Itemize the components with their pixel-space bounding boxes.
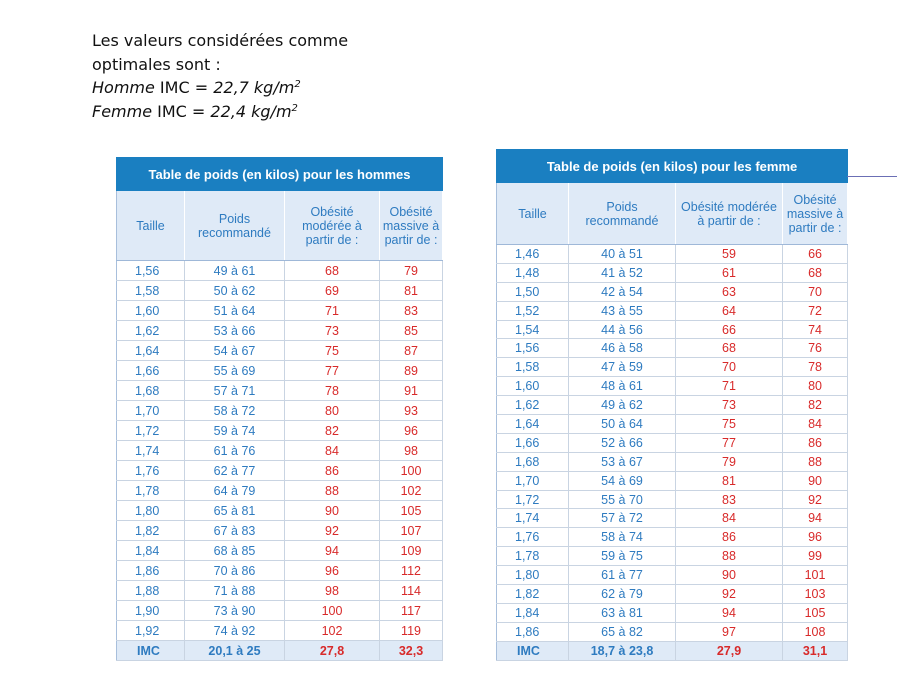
men-header-taille: Taille [117,191,185,261]
cell-taille: 1,76 [497,528,569,547]
men-weight-table [116,157,443,661]
cell-obesite-moderee: 68 [285,261,380,281]
cell-obesite-massive: 91 [380,381,443,401]
cell-obesite-massive: 74 [783,320,848,339]
table-row [497,490,848,509]
cell-obesite-moderee: 71 [676,377,783,396]
cell-taille: 1,60 [497,377,569,396]
table-row [497,566,848,585]
cell-obesite-massive: 117 [380,601,443,621]
cell-obesite-moderee: 102 [285,621,380,641]
table-row [497,245,848,264]
cell-poids: 65 à 82 [569,622,676,641]
cell-obesite-moderee: 63 [676,282,783,301]
cell-taille: 1,84 [497,603,569,622]
cell-taille: 1,78 [117,481,185,501]
cell-poids: 55 à 69 [185,361,285,381]
cell-taille: 1,90 [117,601,185,621]
cell-taille: 1,58 [117,281,185,301]
table-row [117,621,443,641]
table-row [497,377,848,396]
cell-obesite-massive: 86 [783,433,848,452]
table-row [497,263,848,282]
cell-poids: 50 à 62 [185,281,285,301]
table-row [497,301,848,320]
cell-poids: 63 à 81 [569,603,676,622]
cell-obesite-massive: 109 [380,541,443,561]
cell-taille: 1,54 [497,320,569,339]
cell-poids: 64 à 79 [185,481,285,501]
cell-obesite-massive: 88 [783,452,848,471]
cell-poids: 65 à 81 [185,501,285,521]
cell-poids: 59 à 75 [569,547,676,566]
men-header-obesite-moderee: Obésité modérée à partir de : [285,191,380,261]
table-row [117,461,443,481]
women-header-obesite-moderee: Obésité modérée à partir de : [676,183,783,245]
cell-obesite-massive: 94 [783,509,848,528]
table-row [497,622,848,641]
cell-obesite-moderee: 82 [285,421,380,441]
cell-obesite-massive: 99 [783,547,848,566]
cell-poids: 68 à 85 [185,541,285,561]
cell-obesite-massive: 79 [380,261,443,281]
cell-poids: 53 à 67 [569,452,676,471]
men-imc-value: 22,7 kg/m [213,78,295,97]
imc-cell-taille: IMC [497,641,569,660]
imc-cell-obesite-moderee: 27,8 [285,641,380,661]
decorative-line [847,176,897,177]
women-header-taille: Taille [497,183,569,245]
cell-obesite-massive: 112 [380,561,443,581]
men-label: Homme [92,78,155,97]
table-row [497,452,848,471]
cell-poids: 52 à 66 [569,433,676,452]
cell-obesite-massive: 87 [380,341,443,361]
women-header-obesite-massive: Obésité massive à partir de : [783,183,848,245]
cell-obesite-moderee: 81 [676,471,783,490]
cell-obesite-moderee: 86 [676,528,783,547]
cell-taille: 1,56 [117,261,185,281]
cell-poids: 54 à 69 [569,471,676,490]
cell-taille: 1,66 [117,361,185,381]
cell-taille: 1,88 [117,581,185,601]
cell-taille: 1,62 [497,396,569,415]
table-row [497,433,848,452]
cell-taille: 1,48 [497,263,569,282]
cell-poids: 57 à 72 [569,509,676,528]
men-table-body [117,261,443,661]
cell-obesite-moderee: 100 [285,601,380,621]
cell-obesite-moderee: 84 [676,509,783,528]
women-imc-label: IMC = [152,101,211,121]
imc-cell-poids: 18,7 à 23,8 [569,641,676,660]
imc-row [117,641,443,661]
cell-poids: 41 à 52 [569,263,676,282]
cell-obesite-massive: 105 [380,501,443,521]
cell-obesite-moderee: 79 [676,452,783,471]
cell-obesite-moderee: 75 [676,415,783,434]
cell-poids: 42 à 54 [569,282,676,301]
cell-taille: 1,76 [117,461,185,481]
intro-line-2: optimales sont : [92,54,221,74]
table-row [497,603,848,622]
cell-obesite-moderee: 88 [676,547,783,566]
table-row [497,358,848,377]
table-row [497,282,848,301]
cell-obesite-massive: 96 [783,528,848,547]
cell-obesite-massive: 85 [380,321,443,341]
cell-taille: 1,72 [497,490,569,509]
cell-obesite-massive: 101 [783,566,848,585]
cell-poids: 50 à 64 [569,415,676,434]
cell-taille: 1,70 [117,401,185,421]
cell-poids: 51 à 64 [185,301,285,321]
cell-obesite-massive: 89 [380,361,443,381]
women-weight-table [496,149,848,661]
cell-obesite-massive: 84 [783,415,848,434]
cell-taille: 1,58 [497,358,569,377]
table-row [117,361,443,381]
table-row [497,471,848,490]
cell-obesite-massive: 92 [783,490,848,509]
cell-poids: 73 à 90 [185,601,285,621]
cell-poids: 43 à 55 [569,301,676,320]
table-row [117,341,443,361]
table-row [117,321,443,341]
table-row [117,401,443,421]
table-row [497,585,848,604]
cell-obesite-moderee: 78 [285,381,380,401]
cell-obesite-moderee: 94 [285,541,380,561]
cell-poids: 70 à 86 [185,561,285,581]
imc-row [497,641,848,660]
table-row [497,339,848,358]
cell-obesite-massive: 66 [783,245,848,264]
cell-obesite-massive: 90 [783,471,848,490]
cell-taille: 1,84 [117,541,185,561]
table-row [497,547,848,566]
men-table-title: Table de poids (en kilos) pour les hommes [117,158,443,191]
imc-cell-obesite-moderee: 27,9 [676,641,783,660]
cell-poids: 44 à 56 [569,320,676,339]
cell-obesite-moderee: 71 [285,301,380,321]
women-table-body [497,245,848,661]
imc-cell-taille: IMC [117,641,185,661]
women-table-title: Table de poids (en kilos) pour les femme [497,150,848,183]
table-row [117,501,443,521]
cell-taille: 1,86 [497,622,569,641]
cell-obesite-moderee: 70 [676,358,783,377]
cell-taille: 1,70 [497,471,569,490]
cell-poids: 74 à 92 [185,621,285,641]
cell-obesite-massive: 96 [380,421,443,441]
cell-poids: 62 à 79 [569,585,676,604]
cell-taille: 1,82 [497,585,569,604]
table-row [117,381,443,401]
table-row [497,528,848,547]
table-row [497,415,848,434]
cell-taille: 1,64 [497,415,569,434]
cell-obesite-moderee: 77 [676,433,783,452]
cell-obesite-moderee: 84 [285,441,380,461]
cell-taille: 1,56 [497,339,569,358]
cell-obesite-moderee: 73 [285,321,380,341]
cell-poids: 67 à 83 [185,521,285,541]
women-optimal-imc [92,100,348,124]
cell-obesite-moderee: 64 [676,301,783,320]
cell-obesite-massive: 70 [783,282,848,301]
cell-poids: 59 à 74 [185,421,285,441]
cell-taille: 1,92 [117,621,185,641]
cell-taille: 1,52 [497,301,569,320]
cell-taille: 1,64 [117,341,185,361]
women-imc-value: 22,4 kg/m [210,101,292,121]
cell-obesite-moderee: 92 [676,585,783,604]
cell-obesite-moderee: 77 [285,361,380,381]
cell-taille: 1,68 [497,452,569,471]
imc-cell-obesite-massive: 31,1 [783,641,848,660]
cell-obesite-massive: 68 [783,263,848,282]
cell-obesite-massive: 98 [380,441,443,461]
cell-obesite-moderee: 69 [285,281,380,301]
cell-obesite-massive: 76 [783,339,848,358]
imc-cell-obesite-massive: 32,3 [380,641,443,661]
cell-poids: 47 à 59 [569,358,676,377]
cell-poids: 48 à 61 [569,377,676,396]
men-header-poids: Poids recommandé [185,191,285,261]
cell-obesite-massive: 82 [783,396,848,415]
cell-obesite-massive: 83 [380,301,443,321]
cell-taille: 1,78 [497,547,569,566]
cell-poids: 49 à 61 [185,261,285,281]
table-row [117,261,443,281]
table-row [497,320,848,339]
table-row [117,481,443,501]
men-imc-label: IMC = [154,78,214,97]
cell-taille: 1,86 [117,561,185,581]
men-imc-exponent: 2 [294,79,301,90]
table-row [117,281,443,301]
table-row [117,561,443,581]
cell-taille: 1,74 [497,509,569,528]
cell-taille: 1,68 [117,381,185,401]
intro-line-1: Les valeurs considérées comme [92,31,349,50]
cell-obesite-moderee: 73 [676,396,783,415]
cell-poids: 49 à 62 [569,396,676,415]
cell-obesite-massive: 81 [380,281,443,301]
cell-obesite-massive: 108 [783,622,848,641]
cell-poids: 40 à 51 [569,245,676,264]
cell-obesite-massive: 72 [783,301,848,320]
cell-obesite-moderee: 92 [285,521,380,541]
cell-poids: 46 à 58 [569,339,676,358]
cell-obesite-moderee: 90 [676,566,783,585]
cell-obesite-massive: 93 [380,401,443,421]
table-row [117,601,443,621]
cell-obesite-massive: 119 [380,621,443,641]
cell-poids: 58 à 74 [569,528,676,547]
cell-obesite-moderee: 97 [676,622,783,641]
cell-poids: 61 à 76 [185,441,285,461]
cell-obesite-moderee: 88 [285,481,380,501]
cell-taille: 1,74 [117,441,185,461]
cell-taille: 1,50 [497,282,569,301]
cell-obesite-massive: 107 [380,521,443,541]
cell-poids: 55 à 70 [569,490,676,509]
cell-poids: 58 à 72 [185,401,285,421]
cell-taille: 1,46 [497,245,569,264]
cell-poids: 71 à 88 [185,581,285,601]
cell-obesite-massive: 102 [380,481,443,501]
cell-taille: 1,60 [117,301,185,321]
table-row [117,581,443,601]
cell-obesite-moderee: 98 [285,581,380,601]
cell-obesite-moderee: 66 [676,320,783,339]
men-header-obesite-massive: Obésité massive à partir de : [380,191,443,261]
table-row [117,441,443,461]
cell-obesite-moderee: 80 [285,401,380,421]
intro-text [92,29,348,123]
cell-obesite-moderee: 83 [676,490,783,509]
cell-poids: 61 à 77 [569,566,676,585]
women-imc-exponent: 2 [291,102,298,114]
cell-obesite-moderee: 96 [285,561,380,581]
cell-poids: 57 à 71 [185,381,285,401]
table-row [497,396,848,415]
cell-obesite-massive: 103 [783,585,848,604]
cell-taille: 1,80 [117,501,185,521]
cell-poids: 54 à 67 [185,341,285,361]
table-row [117,301,443,321]
cell-taille: 1,72 [117,421,185,441]
cell-taille: 1,66 [497,433,569,452]
women-header-poids: Poids recommandé [569,183,676,245]
cell-obesite-moderee: 90 [285,501,380,521]
cell-obesite-moderee: 86 [285,461,380,481]
cell-poids: 62 à 77 [185,461,285,481]
cell-taille: 1,62 [117,321,185,341]
cell-obesite-moderee: 94 [676,603,783,622]
cell-obesite-massive: 114 [380,581,443,601]
cell-obesite-massive: 78 [783,358,848,377]
men-optimal-imc [92,76,348,100]
table-row [497,509,848,528]
cell-obesite-massive: 105 [783,603,848,622]
table-row [117,421,443,441]
cell-obesite-moderee: 68 [676,339,783,358]
cell-obesite-massive: 100 [380,461,443,481]
cell-obesite-massive: 80 [783,377,848,396]
imc-cell-poids: 20,1 à 25 [185,641,285,661]
cell-obesite-moderee: 59 [676,245,783,264]
cell-obesite-moderee: 61 [676,263,783,282]
cell-poids: 53 à 66 [185,321,285,341]
table-row [117,541,443,561]
cell-obesite-moderee: 75 [285,341,380,361]
table-row [117,521,443,541]
women-label: Femme [92,101,153,121]
cell-taille: 1,80 [497,566,569,585]
cell-taille: 1,82 [117,521,185,541]
